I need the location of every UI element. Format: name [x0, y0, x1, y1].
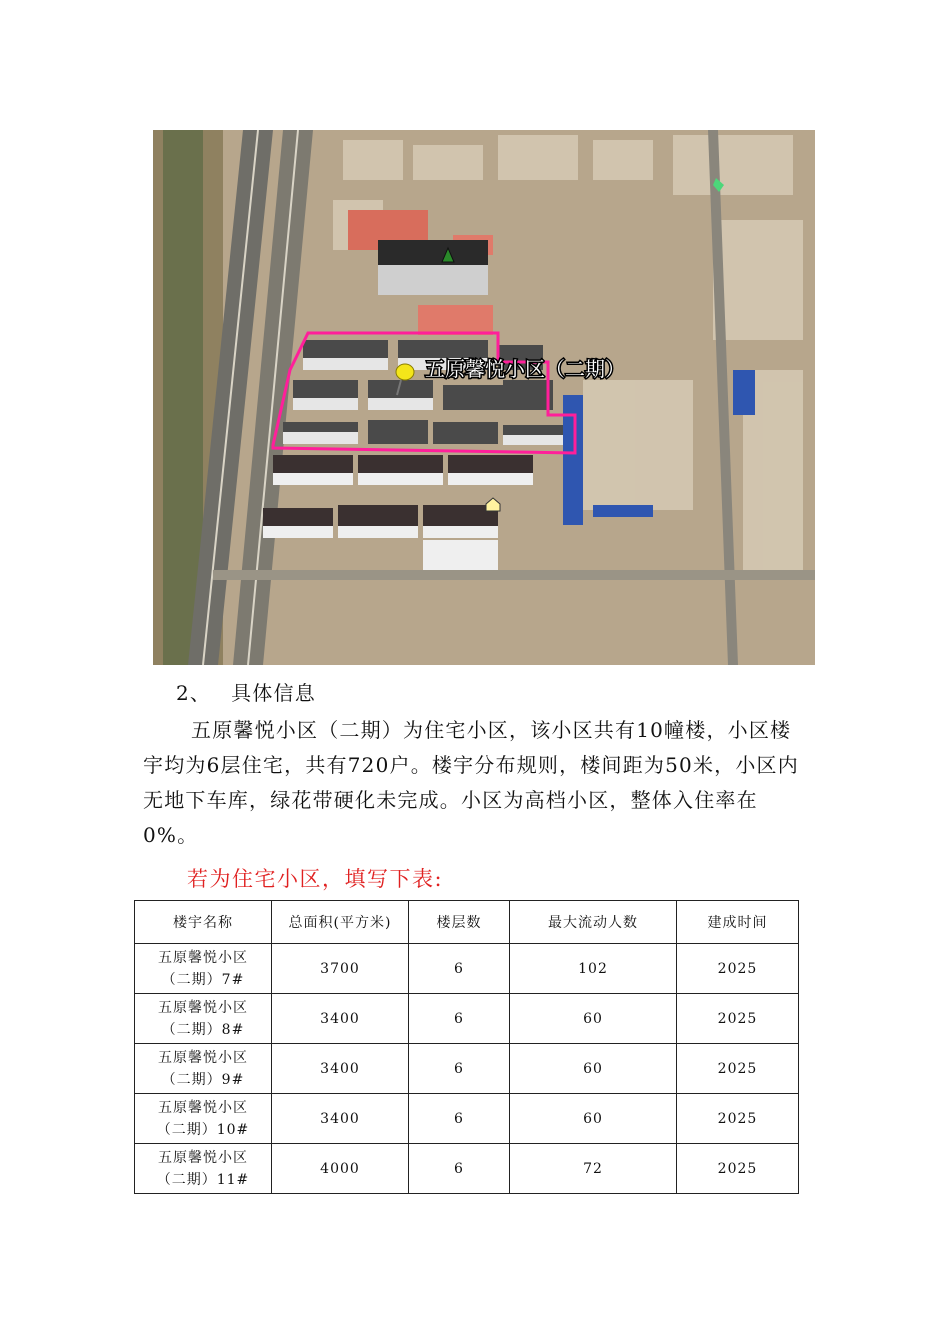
cell-floors: 6: [409, 944, 510, 994]
cell-max-people: 60: [510, 1094, 677, 1144]
map-label: 五原馨悦小区（二期）: [425, 357, 625, 381]
section-heading: [176, 676, 476, 711]
body-paragraph: 五原馨悦小区（二期）为住宅小区，该小区共有10幢楼，小区楼宇均为6层住宅，共有720户。楼宇分布规则，楼间距为50米，小区内无地下车库，绿花带硬化未完成。小区为高档小区，整体入住率在0%。: [143, 718, 799, 847]
cell-building-name: 五原馨悦小区 （二期）11#: [135, 1144, 272, 1194]
table-caption: 若为住宅小区，填写下表:: [187, 867, 444, 891]
header-floors: 楼层数: [409, 901, 510, 944]
cell-area: 3400: [272, 994, 409, 1044]
building-info-table: [134, 900, 799, 1194]
cell-floors: 6: [409, 1144, 510, 1194]
cell-max-people: 60: [510, 994, 677, 1044]
cell-building-name: 五原馨悦小区 （二期）7#: [135, 944, 272, 994]
header-max-people: 最大流动人数: [510, 901, 677, 944]
cell-floors: 6: [409, 994, 510, 1044]
table-row: [135, 1094, 799, 1144]
cell-max-people: 102: [510, 944, 677, 994]
cell-area: 3400: [272, 1044, 409, 1094]
cell-area: 3400: [272, 1094, 409, 1144]
cell-max-people: 72: [510, 1144, 677, 1194]
cell-max-people: 60: [510, 1044, 677, 1094]
cell-floors: 6: [409, 1044, 510, 1094]
cell-area: 4000: [272, 1144, 409, 1194]
cell-built: 2025: [677, 944, 799, 994]
cell-building-name: 五原馨悦小区 （二期）10#: [135, 1094, 272, 1144]
satellite-map-image: [153, 130, 815, 665]
cell-building-name: 五原馨悦小区 （二期）9#: [135, 1044, 272, 1094]
table-row: [135, 1044, 799, 1094]
cell-built: 2025: [677, 1094, 799, 1144]
header-built-time: 建成时间: [677, 901, 799, 944]
header-total-area: 总面积(平方米): [272, 901, 409, 944]
section-title: 具体信息: [231, 681, 316, 705]
cell-building-name: 五原馨悦小区 （二期）8#: [135, 994, 272, 1044]
cell-built: 2025: [677, 994, 799, 1044]
table-row: [135, 944, 799, 994]
cell-built: 2025: [677, 1144, 799, 1194]
section-number: 2、: [176, 681, 212, 705]
table-row: [135, 994, 799, 1044]
table-header-row: [135, 901, 799, 944]
cell-area: 3700: [272, 944, 409, 994]
header-building-name: 楼宇名称: [135, 901, 272, 944]
table-row: [135, 1144, 799, 1194]
cell-floors: 6: [409, 1094, 510, 1144]
cell-built: 2025: [677, 1044, 799, 1094]
